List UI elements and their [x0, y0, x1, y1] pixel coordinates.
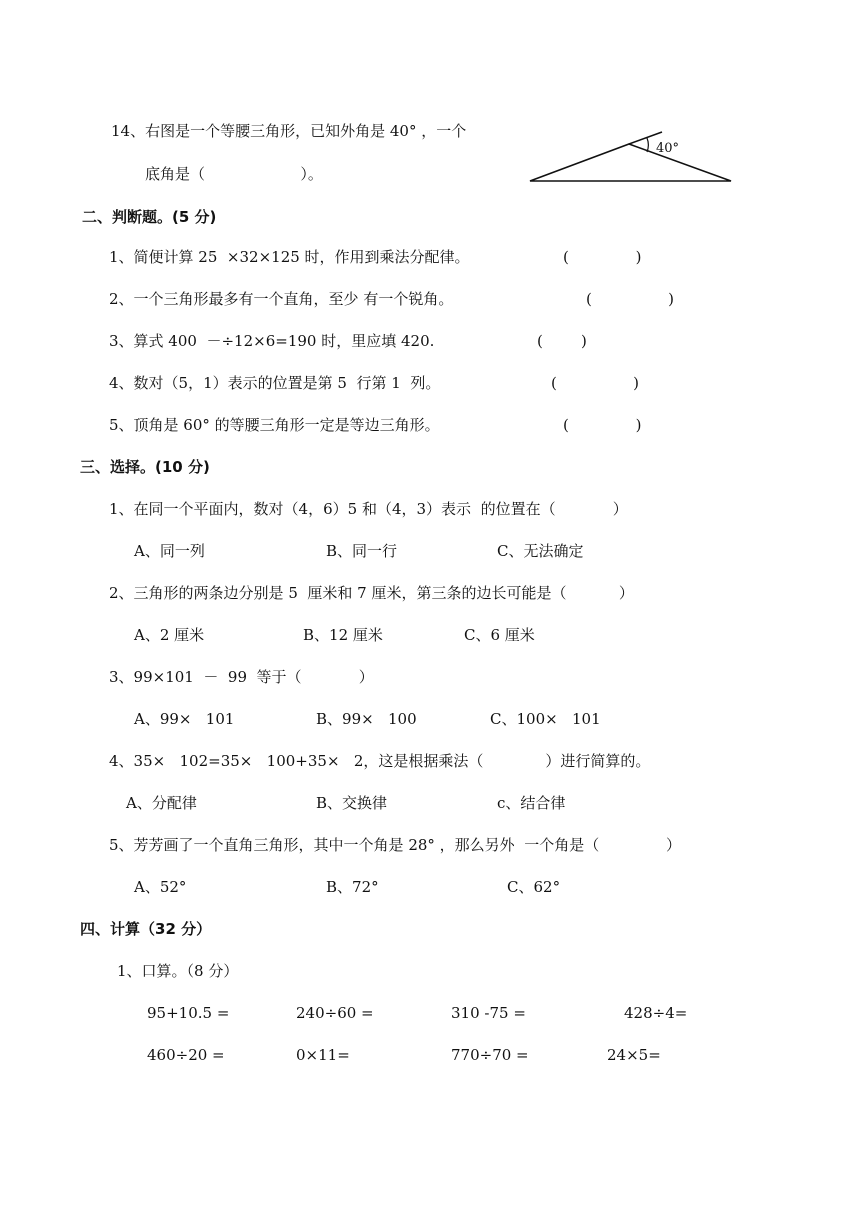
choice-option-4c[interactable]: c、结合律 [497, 794, 566, 812]
judge-item-1: 1、简便计算 25 ×32×125 时，作用到乘法分配律。 [109, 248, 470, 266]
choice-option-5a[interactable]: A、52° [134, 878, 187, 896]
judge-item-3: 3、算式 400 －÷12×6=190 时，里应填 420. [109, 332, 435, 350]
isosceles-triangle-figure [522, 126, 737, 188]
oral-calc-item: 770÷70 = [451, 1046, 529, 1064]
choice-option-4a[interactable]: A、分配律 [126, 794, 197, 812]
choice-option-3b[interactable]: B、99× 100 [316, 710, 417, 728]
choice-option-2c[interactable]: C、6 厘米 [464, 626, 535, 644]
q14-line2: 底角是（ ）。 [145, 165, 323, 183]
judge-item-4: 4、数对（5，1）表示的位置是第 5 行第 1 列。 [109, 374, 441, 392]
choice-option-2b[interactable]: B、12 厘米 [303, 626, 383, 644]
judge-bracket-4[interactable]: ( ) [551, 374, 639, 392]
section2-heading: 二、判断题。(5 分) [82, 208, 217, 226]
oral-calc-item: 310 -75 = [451, 1004, 526, 1022]
choice-option-1b[interactable]: B、同一行 [326, 542, 398, 560]
triangle-outline [530, 144, 731, 181]
oral-calc-item: 240÷60 = [296, 1004, 374, 1022]
judge-item-5: 5、顶角是 60° 的等腰三角形一定是等边三角形。 [109, 416, 440, 434]
judge-bracket-2[interactable]: ( ) [586, 290, 674, 308]
section4-heading: 四、计算（32 分） [80, 920, 212, 938]
choice-question-5: 5、芳芳画了一个直角三角形，其中一个角是 28° ，那么另外 一个角是（ ） [109, 836, 681, 854]
choice-option-3c[interactable]: C、100× 101 [490, 710, 601, 728]
oral-calc-item: 428÷4= [624, 1004, 688, 1022]
choice-question-4: 4、35× 102=35× 100+35× 2，这是根据乘法（ ）进行简算的。 [109, 752, 651, 770]
choice-option-4b[interactable]: B、交换律 [316, 794, 388, 812]
angle-label: 40° [656, 141, 680, 156]
oral-calc-item: 95+10.5 = [147, 1004, 230, 1022]
choice-question-2: 2、三角形的两条边分别是 5 厘米和 7 厘米，第三条的边长可能是（ ） [109, 584, 634, 602]
oral-calc-item: 0×11= [296, 1046, 350, 1064]
judge-item-2: 2、一个三角形最多有一个直角，至少 有一个锐角。 [109, 290, 454, 308]
choice-option-1c[interactable]: C、无法确定 [497, 542, 584, 560]
oral-calc-heading: 1、口算。（8 分） [117, 962, 239, 980]
judge-bracket-3[interactable]: ( ) [537, 332, 587, 350]
judge-bracket-5[interactable]: ( ) [563, 416, 642, 434]
oral-calc-item: 460÷20 = [147, 1046, 225, 1064]
choice-option-2a[interactable]: A、2 厘米 [134, 626, 205, 644]
section3-heading: 三、选择。(10 分) [80, 458, 210, 476]
exterior-angle-arc [647, 138, 648, 152]
oral-calc-item: 24×5= [607, 1046, 661, 1064]
choice-option-1a[interactable]: A、同一列 [134, 542, 205, 560]
choice-option-5b[interactable]: B、72° [326, 878, 379, 896]
judge-bracket-1[interactable]: ( ) [563, 248, 642, 266]
choice-question-3: 3、99×101 － 99 等于（ ） [109, 668, 374, 686]
q14-line1: 14、右图是一个等腰三角形，已知外角是 40° ，一个 [111, 122, 467, 140]
choice-question-1: 1、在同一个平面内，数对（4，6）5 和（4，3）表示 的位置在（ ） [109, 500, 628, 518]
choice-option-3a[interactable]: A、99× 101 [134, 710, 235, 728]
choice-option-5c[interactable]: C、62° [507, 878, 561, 896]
